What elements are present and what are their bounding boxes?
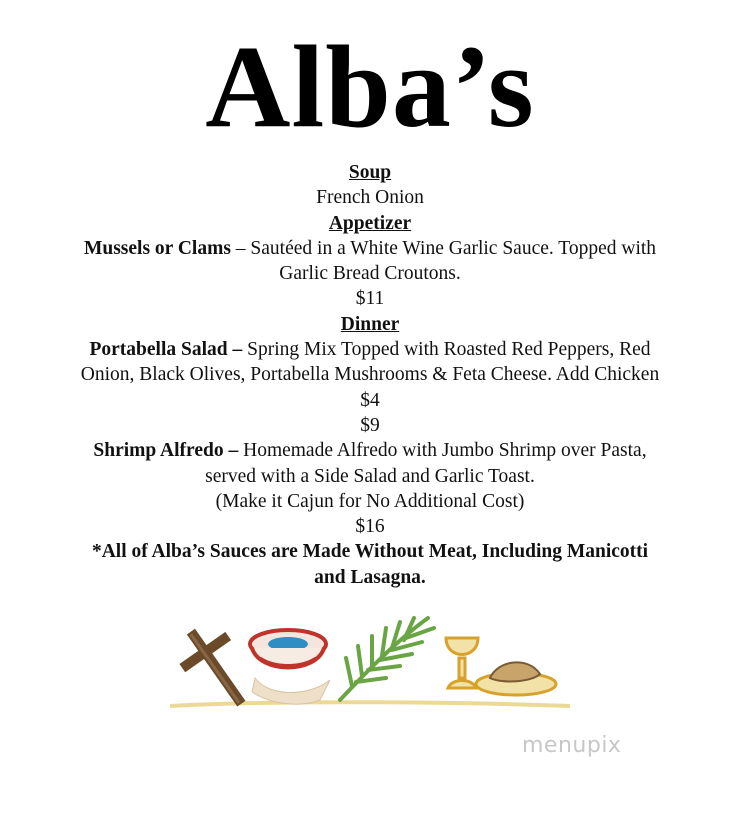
appetizer-item-desc-cont: Garlic Bread Croutons. xyxy=(279,263,461,285)
salad-item xyxy=(30,337,710,362)
footnote-line1: *All of Alba’s Sauces are Made Without Meat, Including Manicotti xyxy=(91,541,649,563)
ground-line-icon xyxy=(170,702,570,706)
restaurant-title: Alba’s xyxy=(205,21,535,152)
appetizer-item xyxy=(30,236,710,261)
salad-chicken-price: $4 xyxy=(360,389,380,411)
salad-item-name: Portabella Salad – xyxy=(89,339,243,361)
bowl-icon xyxy=(250,630,326,668)
shrimp-price: $16 xyxy=(355,516,385,538)
shrimp-note: (Make it Cajun for No Additional Cost) xyxy=(215,490,525,512)
shrimp-item-name: Shrimp Alfredo – xyxy=(93,440,239,462)
appetizer-item-desc: – Sautéed in a White Wine Garlic Sauce. Topped with xyxy=(230,237,657,259)
appetizer-item-name: Mussels or Clams xyxy=(83,237,231,259)
decorative-illustration xyxy=(160,608,580,718)
soup-item: French Onion xyxy=(316,187,424,209)
footnote-line2: and Lasagna. xyxy=(314,566,426,588)
shrimp-item-desc-cont: served with a Side Salad and Garlic Toast. xyxy=(205,465,535,487)
chalice-icon xyxy=(446,638,478,688)
bread-icon xyxy=(476,662,556,695)
dinner-heading: Dinner xyxy=(340,313,400,335)
soup-heading: Soup xyxy=(348,162,392,183)
watermark-logo: menupix xyxy=(522,733,622,758)
appetizer-price: $11 xyxy=(355,288,385,310)
salad-item-desc: Spring Mix Topped with Roasted Red Peppers, Red xyxy=(242,339,651,361)
cloth-icon xyxy=(252,678,330,704)
palm-frond-icon xyxy=(340,618,434,700)
salad-price: $9 xyxy=(360,414,380,436)
shrimp-item xyxy=(30,438,710,463)
salad-item-desc-cont: Onion, Black Olives, Portabella Mushrooms & Feta Cheese. Add Chicken xyxy=(80,364,660,386)
shrimp-item-desc: Homemade Alfredo with Jumbo Shrimp over Pasta, xyxy=(238,440,647,462)
appetizer-heading: Appetizer xyxy=(328,212,412,234)
menu-body xyxy=(30,160,710,590)
